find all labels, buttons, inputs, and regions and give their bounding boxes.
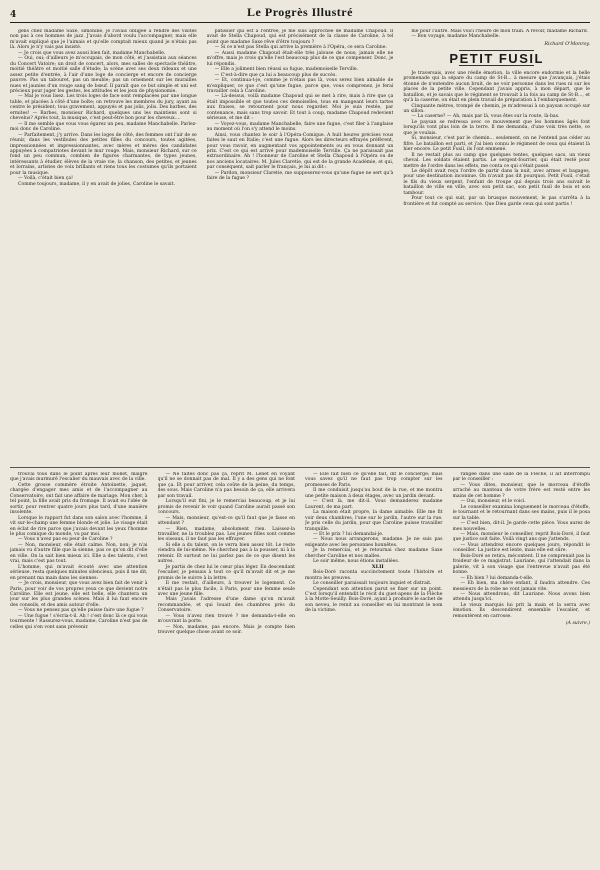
signature: Richard O'Monroy. — [544, 41, 590, 47]
paragraph: Je traversais, avec une réelle émotion, la ville encore endormie et la belle promenade qui la sépare du camp de St-B... à mesure que j'avançais, j'étais étonné de n'entendre aucun bruit, de ne voir personne dans les rues ni sur les places de la petite ville. Cependant j'avais appris, à mon départ, que le bataillon, et je savais que le régiment se trouvait à la fois au camp de St-B..., et qu'à la caserne, on était en plein travail de préparation à l'embarquement. — [403, 70, 590, 104]
paragraph: — Parfaitement, j'y arrive. Dans les loges de côté, des femmes ont l'air de se réunir, dans les vestibules des petites filles du concours, toutes agitées, impressionnées et impressionnantes, avec mères et mères des candidates appuyées à compatriotes devant le mur rouge. Mais, monsieur Richard, sur ce fond un peu commun, combien de figures charmantes, de types jeunes, intéressants à étudier, élèves de la vraie vie, la chanson, des petites, et jeunes et lorrains, artistes de voix brillants et riens tous les costumes qu'ils portaient pour la musique. — [10, 132, 197, 176]
lower-column-1 — [10, 472, 148, 870]
paragraph: Je partis de chez lui le cœur plus léger. En descendant l'escalier, je pensais à tout ce qu'il m'avait dit et je me promis de le suivre à la lettre. — [157, 564, 295, 581]
paragraph: Cette grosse commère étroite Antoinette, jaquet, chargée d'engager mes amis et de l'accompagner au Conservatoire, ont fait une affaire de mariage. Mon cher, à tel point, la fille avait pris du fromage. Il avait eu l'idée de sortir, pour rentrer quatre jours plus tard, d'une manière insolente. — [10, 482, 148, 516]
paragraph: — Oui, monsieur, et le voici. — [460, 499, 526, 505]
upper-column-1 — [10, 29, 197, 459]
paragraph: Il me conduisit jusqu'au bout de la rue, et me montra une petite maison à deux étages, avec un jardin devant. — [305, 488, 443, 499]
paragraph: Lorsque le rapport fut dans son salon avec l'homme, il vit sur-le-champ une femme blonde et jolie. Le visage était en éclat de rire parce que j'avais devant les yeux l'homme le plus comique du monde, vu par moi. — [10, 515, 148, 537]
paragraph: Cinquante mètres, trompé de chemin, je m'adressai à un paysan occupé sur un sillon. — [403, 103, 590, 114]
column-3-text — [403, 29, 590, 40]
paragraph: Je la remerciai, et je retournai chez madame Saxe chercher Caroline et nos malles. — [305, 548, 443, 559]
paragraph: — Vous attendrez encore quelques jours, répondit le conseiller. La justice est lente, mais elle est sûre. — [452, 542, 590, 554]
paragraph: Si elle a du talent, on le verra bien assez tôt. Le reste viendra de lui-même. Ne cherchez pas à la pousser, ni à la retenir. Et surtout ne lui parlez pas de ce que disent les autres. — [157, 542, 295, 565]
paragraph: — C'est là, me dit-il. Vous demanderez madame Laurent, de ma part. — [305, 499, 443, 510]
paragraph: — Ne faites donc pas ça, reprit M. Lenet en voyant qu'il ne se donnait pas de mal. Il y a des gens qui ne font que ça. Et pour arriver, cela coûte de la peine, du temps, des sous. Mais Caroline n'a pas besoin de ça, elle arrivera par son travail. — [157, 472, 295, 499]
lower-section — [10, 467, 590, 870]
paragraph: — Il me semble que vous vous égarez un peu, madame Manchabelle. Parlez-moi donc de Caroline. — [10, 121, 197, 133]
paragraph: — Si ce n'est pas Stella qui arrive la première à l'Opéra, ce sera Caroline. — [214, 45, 387, 51]
paragraph: — Elle a joliment bien réussi sa fugue, mademoiselle Terville. — [214, 67, 359, 73]
paragraph: — Non, monsieur, elle était calme. Non, non; je n'ai jamais vu d'autre fille que la sienne, pas ce qu'on dit d'elle en ville. On la sait bien mieux ici. Elle a des talents, c'est vrai, mais c'est pas tout. — [10, 542, 148, 565]
paragraph: — C'est bien, dit-il. Je garde cette pièce. Vous aurez de mes nouvelles. — [452, 521, 590, 532]
paragraph: Bois-Doré raconta succinctement toute l'histoire et montra les preuves. — [305, 570, 443, 581]
lower-column-2 — [158, 472, 296, 870]
paragraph: gens chez madame Saxe, simonine, je l'avais obligée à rendre des visites non pas à ces hommes de jazz. J'avais d'abord voulu l'accompagner, mais elle m'avait expliqué que je l'aimais et qu'elle comptait mieux quand je n'étais pas là. Alors je n'y vais pas insisté. — [10, 29, 197, 51]
paragraph: Le soir même, nous étions installées. — [313, 559, 400, 565]
paragraph: Comme toujours, madame, il y en avait de jolies, Caroline le savait. — [18, 181, 175, 187]
column-4-text — [453, 472, 591, 619]
story-text — [403, 71, 590, 207]
to-be-continued: (A suivre.) — [565, 621, 590, 627]
paragraph: Cependant son attention parut se fixer sur un point. C'est lorsqu'il entendit le récit du guet-apens de la Flèche à la Motte-Seuilly. Bois-Doré, ayant à produire le sachet de son neveu, le remit au conseiller en lui montrant le nom de la victime. — [305, 586, 443, 614]
lower-column-4 — [453, 472, 591, 870]
masthead: Le Progrès Illustré — [247, 5, 353, 19]
paragraph: pâtissier qui est à l'entrée, je me suis approchée de madame Chapoud. Il avait de Stella Chapoud, qui est précisément de la classe de Caroline, à tel point que madame Saxe rêve d'être toujours ? — [206, 29, 394, 45]
paragraph: — Voilà, c'était bien ça! — [18, 176, 73, 182]
paragraph: — Mais, monsieur le conseiller, reprit Bois-Doré, il faut que justice soit faite. Voilà vingt ans que j'attends. — [452, 531, 590, 543]
paragraph: — Voyez-vous, madame Manchabelle, faire une fugue, c'est filer à l'anglaise au moment où l'on s'y attend le moins. — [206, 121, 394, 133]
paragraph: — Eh bien, ma chère enfant, il faudra attendre. Ces messieurs de la robe ne vont jamais vite. — [452, 581, 590, 592]
paragraph: Si, monsieur, c'est par le chemin... seulement, on ne l'entend pas céder au fifre. Le bataillon est parti, et j'ai bien connu le régiment de ceux qui étaient là hier encore. Le petit Fusil, ils l'ont emmené. — [403, 136, 590, 153]
paragraph: Il ne restait plus au camp que quelques tentes, quelques sacs, un vieux cheval. Les soldats étaient partis. Le sergent-fourrier, qui était resté pour mettre de l'ordre dans les effets, me conta ce qui s'était passé. — [403, 152, 590, 169]
paragraph: — C'est-à-dire que ça lui a beaucoup plus de succès. — [214, 72, 337, 78]
upper-section — [10, 29, 590, 459]
paragraph: — La caserne? — Ah, mais par là, vous êtes sur la route, là-bas. — [411, 114, 560, 120]
paragraph: — Mais, monsieur, qu'est-ce qu'il faut que je fasse en attendant ? — [157, 515, 295, 527]
paragraph: Le dépôt avait reçu l'ordre de partir dans la nuit, avec armes et bagages, pour une destination inconnue. On n'avait pas dit pourquoi. Petit Fusil, c'était le fils du vieux sergent, l'enfant de troupe qui depuis trois ans suivait le bataillon de ville en ville, avec son petit sac, son petit fusil de bois et son tambour. — [403, 168, 590, 196]
paragraph: — Oui, oui; d'ailleurs je m'occupais, de mon côté, et j'assistais aux séances du Concert Vatoire; un droit de concert, alors, mes salles de spectacle théâtre, moitié théâtre et moitié salle d'étude; la scène avec ses deux rideaux et une assez petite d'entrée, à l'air d'une loge de concierge et encore de concierge pauvre. Pas un tabouret, pas un meuble; pas un ornement sur les murailles nues et jaunies d'un rouge sang de bœuf. Il paraît que ce but simple et uni est précieux pour juger les gestes, les attitudes et les jeux de physionomie. — [10, 56, 197, 94]
paragraph: — Nous nous arrangerons, madame. Je ne suis pas exigeante avec les personnes honnêtes. — [305, 537, 443, 548]
upper-column-2 — [207, 29, 394, 459]
paragraph: — Et, continua-t-je, comme je n'étais pas là, vous serez bien aimable de m'expliquer, ce que c'est qu'une fugue, parce que, vous comprenez, je ferai travailler cela à Caroline. — [206, 78, 394, 94]
lower-column-3 — [305, 472, 443, 870]
paragraph: rangée dans une salle de la Flèche, il ait interrompu par le conseiller : — [452, 472, 590, 483]
upper-column-3 — [403, 29, 590, 459]
paragraph: — Eh bien ? lui demanda-t-elle. — [460, 575, 534, 581]
paragraph: — Non, madame, pas encore. Mais je compte bien trouver quelque chose avant ce soir. — [157, 624, 295, 636]
paragraph: — Nous attendrons, dit Lauriane. Nous avons bien attendu jusqu'ici. — [452, 591, 590, 603]
paragraph: — Vous dites, monsieur, que le morceau d'étoffe arraché au manteau de votre frère est resté entre les mains de cet homme ? — [452, 482, 590, 499]
chapter-heading: XLII — [371, 563, 384, 570]
paragraph: — Là-dessus, voilà madame Chapoud qui se met à rire, mais à rire que ça était impossible et que toutes ces demoiselles, tous en mangeant leurs tartes aux fraises, se retournent pour nous regarder. Moi je suis restée, par contenance, mais sans trop savoir. Et tout à coup, madame Chapoud redevient sérieuse, et me dit : — [206, 94, 394, 122]
page-number: 4 — [10, 10, 17, 20]
paragraph: — Je crois que vous avez aussi bien fait, madame Manchabelle. — [18, 50, 166, 56]
paragraph: — Aussi madame Chapoud était-elle très jalouse de nous; jamais elle ne m'offre, mais je crois qu'elle l'est beaucoup plus de ce que compenser. Donc, je lui répondis. — [206, 50, 394, 67]
page-header — [10, 4, 590, 23]
paragraph: Il me restait, d'ailleurs, à trouver le logement. Ce n'était pas le plus facile, à Paris, pour une femme seule avec une jeune fille. — [157, 581, 295, 597]
paragraph: La maison était propre, la dame aimable. Elle me fit voir deux chambres, l'une sur le jardin, l'autre sur la rue. Je pris celle du jardin, pour que Caroline puisse travailler tranquille. — [305, 510, 443, 532]
paragraph: — Pardon, monsieur Claretie, me supposerez-vous qu'une fugue ne sert qu'à faire de la fugue ? — [206, 170, 394, 182]
paragraph: — Rien, madame, absolument rien. Laissez-la travailler, ne la troublez pas. Les jeunes filles sont comme les oiseaux, il ne faut pas les effrayer. — [157, 526, 295, 543]
paragraph: me pour l'autre. Mais voici l'heure de mon train. À revoir, madame Richard. — [411, 29, 589, 34]
paragraph: trouvai tous dans le point après leur mollet, malgré que j'avais murmuré l'escalier du mauvais avec de la ville. — [10, 472, 148, 483]
paragraph: — Vous n'avez rien trouvé ? me demanda-t-elle en m'ouvrant la porte. — [157, 613, 295, 625]
paragraph: Le paysan se redressa avec ce mouvement que les hommes âgés font lorsqu'ils vont plus loin de la terre. Il me demanda, d'une voix très nette, ce que je voulais. — [403, 119, 590, 136]
paragraph: Ainsi, vous chantez le soir à l'Opéra-Comique. A huit heures précises vous faites le saut en Italie; c'est une fugue. Alors les directeurs effrayés préfèrent, pour vous ravoir, en augmentant vos appointements ou en vous donnant un prix. C'est ce qui est arrivé pour mademoiselle Terville. Ça ne paraissait pas extraordinaire. Ah ! l'honneur de Caroline et Stella Chapoud à l'Opéra ou de nos anciens locataires. M. Jules Claretie, qui est de la grande Académie, et qui, par conséquent, sait parler le français, je lui ai dit : — [206, 132, 394, 171]
paragraph: — Une fugue ! s'écria-t-il. Ah ! c'est donc là ce qui vous tourmente ! Rassurez-vous, madame, Caroline n'est pas de celles qui s'en vont sans prévenir. — [10, 613, 148, 630]
paragraph: Bois-Doré se retira, mécontent. Il ne comprenait pas la froideur de ce magistrat. Lauriane, qui l'attendait dans la galerie, vit à son visage que l'entrevue n'avait pas été bonne. — [452, 553, 590, 576]
paragraph: Mais j'avais l'adresse d'une dame qu'on m'avait recommandée, et qui louait des chambres près du Conservatoire. — [157, 597, 295, 614]
paragraph: L'homme, qui m'avait écouté avec une attention sérieuse, resta quelques minutes silencieux, puis il me dit, en prenant ma main dans les siennes: — [10, 564, 148, 581]
paragraph: — Bon voyage, madame Manchabelle. — [411, 34, 500, 40]
paragraph: — Vous ne pensez pas qu'elle puisse faire une fugue ? — [18, 608, 144, 614]
paragraph: — Elle fait bien ce qu'elle fait, dit le concierge; mais vous savez qu'il ne faut pas trop compter sur les promesses de Paris. — [305, 472, 443, 488]
paragraph: Le conseiller paraissait toujours inquiet et distrait. — [313, 581, 432, 587]
paragraph: — Vous n'avez pas eu peur de Caroline ? — [18, 537, 113, 543]
paragraph: Le conseiller examina longuement le morceau d'étoffe, le tournant et le retournant dans ses mains, puis il le posa sur la table. — [452, 504, 590, 521]
paragraph: — Et le prix ? lui demandai-je. — [313, 531, 384, 537]
paragraph: Le vieux marquis lui prit la main et la serra avec émotion. Ils descendirent ensemble l'escalier, et remontèrent en carrosse. — [452, 602, 590, 619]
paragraph: — Mal je vous lisez. Les trois loges de face sont remplacées par une longue table, et placées à côté d'une boîte; on retrouve les membres du jury, ayant au centre le président; tous gravement, appuyés et pas jolis, jolis. Des barbes, des ermites! — Barbes, monsieur Richard, quelques uns les maintiens sont si chevelus? Après tout, la musique, c'est peut-être bon pour les cheveux.... — [10, 94, 197, 122]
paragraph: — Je crois, monsieur, que vous avez bien fait de venir à Paris, pour voir de vos propres yeux ce que devient notre Caroline. Elle est jeune, elle est belle, elle chantera un jour sur les plus grandes scènes. Mais il lui faut encore des conseils, et des amis autour d'elle. — [10, 581, 148, 608]
paragraph: Pour tout ce qui suit, par un brusque mouvement, le pas s'arrêta à la frontière et fut compté au service. Que Dieu garde ceux qui sont partis ! — [403, 196, 590, 207]
paragraph: Lorsqu'il eut fini, je le remerciai beaucoup, et je lui promis de revenir le voir quand Caroline aurait passé son concours. — [157, 499, 295, 516]
story-title: PETIT FUSIL — [449, 51, 544, 67]
